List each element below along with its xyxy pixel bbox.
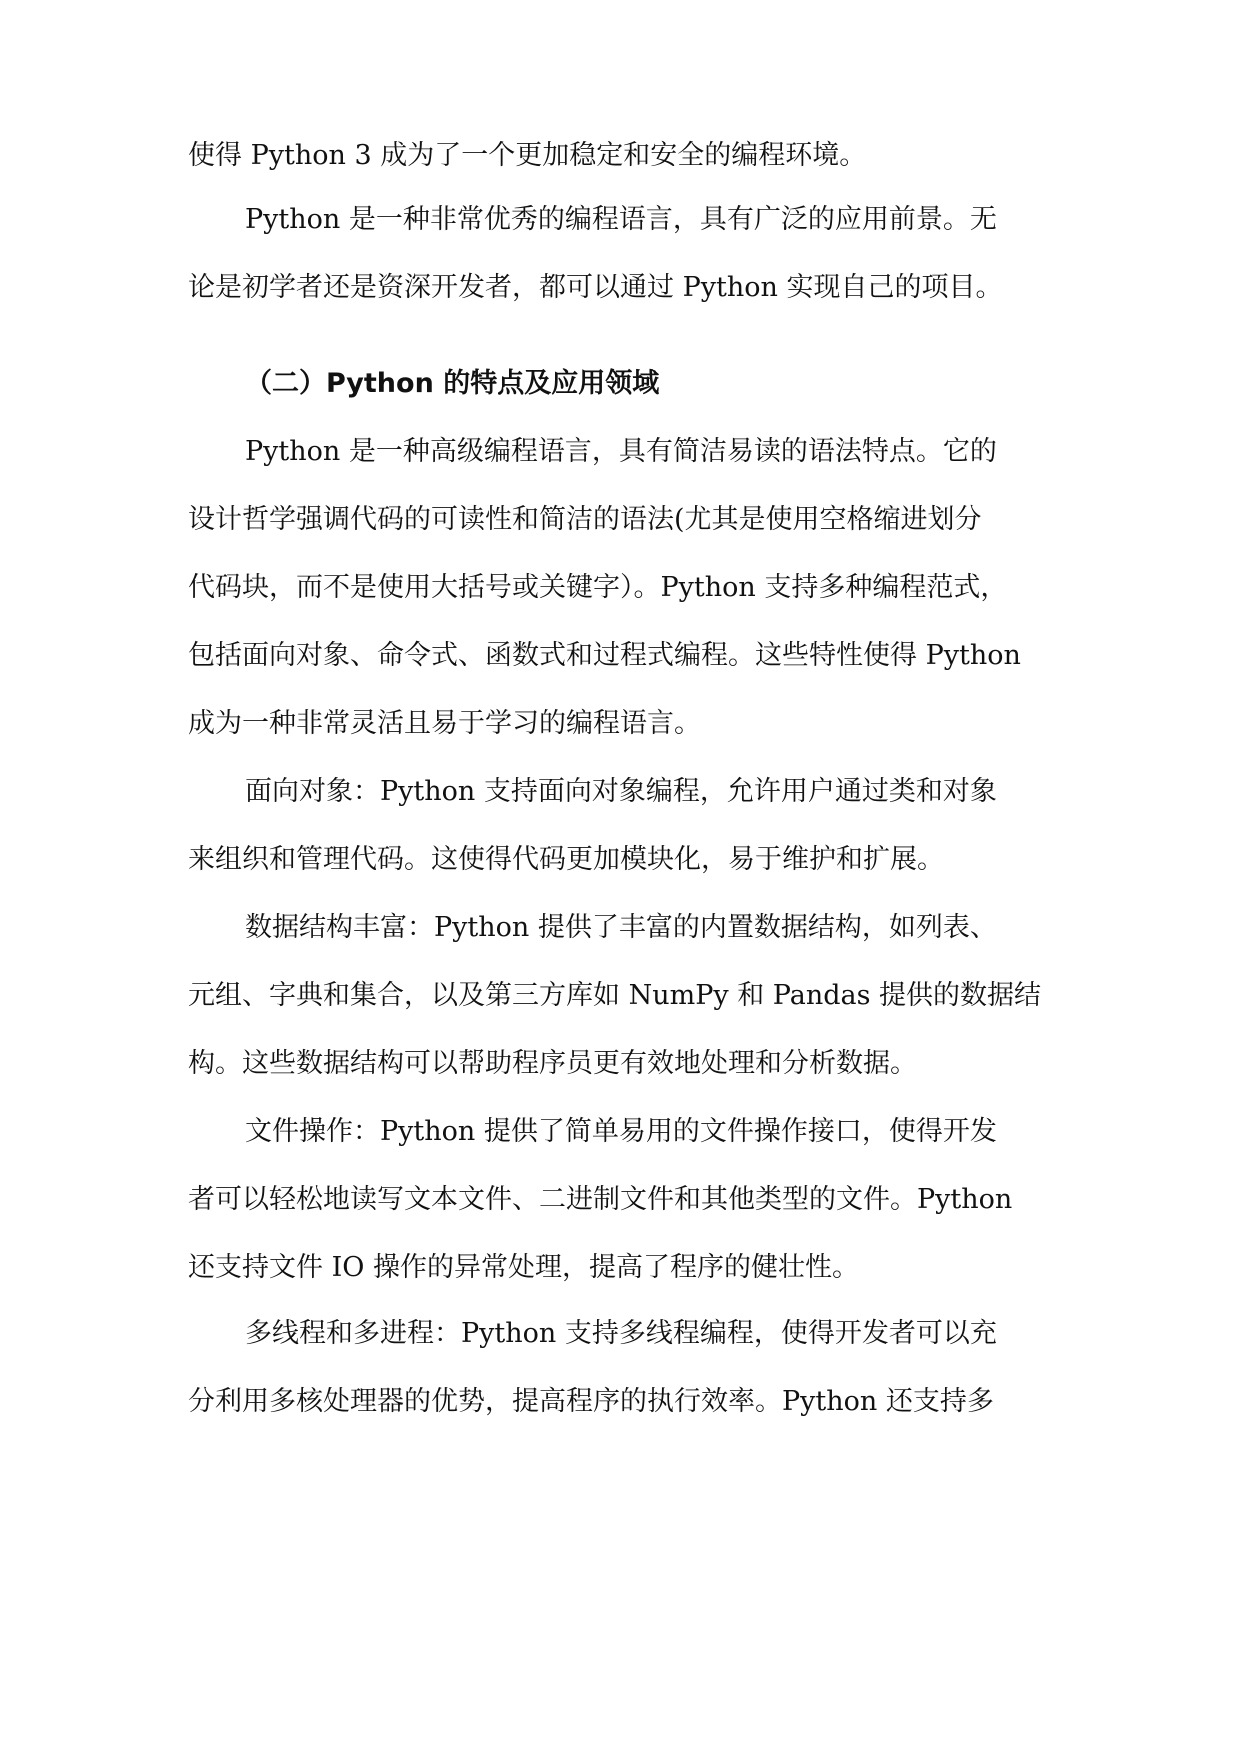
paragraph-line: 构。这些数据结构可以帮助程序员更有效地处理和分析数据。: [188, 1048, 917, 1079]
paragraph-line: 使得 Python 3 成为了一个更加稳定和安全的编程环境。: [188, 140, 867, 171]
paragraph-line: 来组织和管理代码。这使得代码更加模块化，易于维护和扩展。: [188, 844, 944, 875]
paragraph-line: 数据结构丰富：Python 提供了丰富的内置数据结构，如列表、: [245, 912, 997, 943]
paragraph-line: 者可以轻松地读写文本文件、二进制文件和其他类型的文件。Python: [188, 1184, 1013, 1215]
section-heading: （二）Python 的特点及应用领域: [245, 368, 660, 399]
paragraph-line: 论是初学者还是资深开发者，都可以通过 Python 实现自己的项目。: [188, 272, 1003, 303]
paragraph-line: 成为一种非常灵活且易于学习的编程语言。: [188, 708, 701, 739]
paragraph-line: 设计哲学强调代码的可读性和简洁的语法(尤其是使用空格缩进划分: [188, 504, 982, 535]
paragraph-line: 元组、字典和集合，以及第三方库如 NumPy 和 Pandas 提供的数据结: [188, 980, 1042, 1011]
paragraph-line: 分利用多核处理器的优势，提高程序的执行效率。Python 还支持多: [188, 1386, 994, 1417]
paragraph-line: 包括面向对象、命令式、函数式和过程式编程。这些特性使得 Python: [188, 640, 1021, 671]
paragraph-line: 面向对象：Python 支持面向对象编程，允许用户通过类和对象: [245, 776, 997, 807]
paragraph-line: Python 是一种高级编程语言，具有简洁易读的语法特点。它的: [245, 436, 997, 467]
paragraph-line: 还支持文件 IO 操作的异常处理，提高了程序的健壮性。: [188, 1252, 859, 1283]
paragraph-line: 代码块，而不是使用大括号或关键字）。Python 支持多种编程范式，: [188, 572, 1008, 603]
paragraph-line: 多线程和多进程：Python 支持多线程编程，使得开发者可以充: [245, 1318, 997, 1349]
paragraph-line: 文件操作：Python 提供了简单易用的文件操作接口，使得开发: [245, 1116, 997, 1147]
paragraph-line: Python 是一种非常优秀的编程语言，具有广泛的应用前景。无: [245, 204, 997, 235]
